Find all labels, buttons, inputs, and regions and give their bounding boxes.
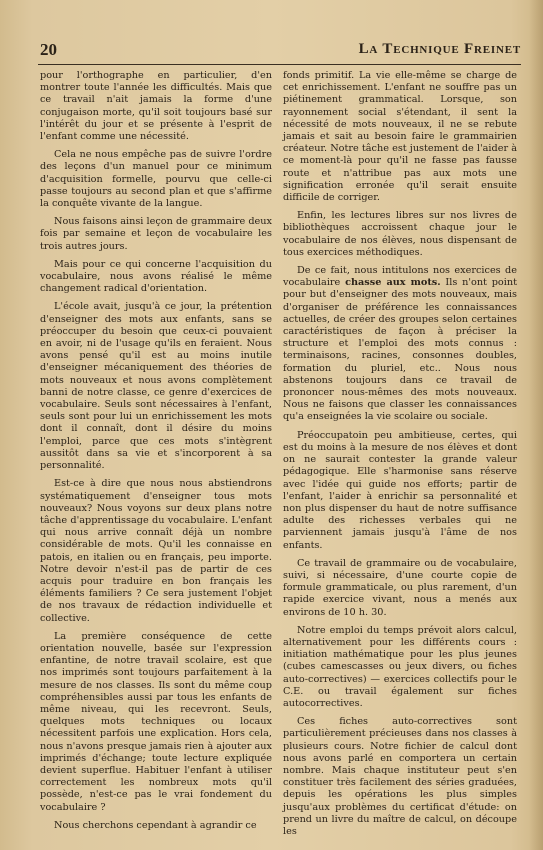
- paragraph: Nous faisons ainsi leçon de grammaire deux fois par semaine et leçon de vocabulaire les trois autres jours.: [40, 216, 272, 252]
- paragraph: Ce travail de grammaire ou de vocabulaire, suivi, si nécessaire, d'une courte copie de formule grammaticale, ou plus rarement, d'un rapide exercice vivant, nous a menés aux environs de 10 h. 30.: [283, 557, 517, 618]
- paragraph: Mais pour ce qui concerne l'acquisition du vocabulaire, nous avons réalisé le même changement radical d'orientation.: [40, 258, 272, 295]
- page-edge-shadow: [529, 0, 543, 850]
- paragraph: La première conséquence de cette orientation nouvelle, basée sur l'expression enfantine, de notre travail scolaire, est que nos imprimés sont toujours parfaitement à la mesure de nos classes. Ils sont du même coup compréhensibles aussi par tous les enfants de même niveau, qui les recevront. Seuls, quelques mots techniques ou locaux nécessitent parfois une explication. Hors cela, nous n'avons presque jamais rien à ajouter aux imprimés d'échange; toute lecture expliquée devient superflue. Habituer l'enfant à utiliser correctement les nombreux mots qu'il possède, n'est-ce pas le vrai fondement du vocabulaire ?: [40, 630, 272, 813]
- running-title: La Technique Freinet: [358, 41, 521, 57]
- paragraph: [283, 265, 517, 424]
- paragraph-text: Ils n'ont point pour but d'enseigner des mots nouveaux, mais d'organiser de préférence les connaissances actuelles, de créer des groupes selon certaines caractéristiques de façon à préciser la structure et l'emploi des mots connus : terminaisons, racines, consonnes doubles, formation du pluriel, etc.. Nous nous abstenons toujours dans ce travail de prononcer nous-mêmes des mots nouveaux. Nous ne faisons que classer les connaissances qu'a enseignées la vie scolaire ou sociale.: [283, 277, 517, 423]
- paragraph: Notre emploi du temps prévoit alors calcul, alternativement pour les différents cours : initiation mathématique pour les plus jeunes (cubes camescasses ou jeux divers, ou fiches auto-correctives) — exercices collectifs pour le C.E. ou travail également sur fiches autocorrectives.: [283, 624, 517, 709]
- emphasized-term: chasse aux mots.: [345, 277, 441, 289]
- paragraph: Préoccupatoin peu ambitieuse, certes, qui est du moins à la mesure de nos élèves et dont on ne saurait contester la grande valeur pédagogique. Elle s'harmonise sans réserve avec l'idée qui guide nos efforts; partir de l'enfant, l'aider à enrichir sa personnalité et non plus dispenser du haut de notre suffisance adulte des richesses verbales qui ne parviennent jamais jusqu'à l'âme de nos enfants.: [283, 429, 517, 551]
- paragraph: fonds primitif. La vie elle-même se charge de cet enrichissement. L'enfant ne souffre pas un piétinement grammatical. Lorsque, son rayonnement social s'étendant, il sent la nécessité de mots nouveaux, il ne se rebute jamais et sait au besoin faire le grammairien créateur. Notre tâche est justement de l'aider à ce moment-là pour qu'il ne fasse pas fausse route et n'attribue pas aux mots une signification erronée qu'il serait ensuite difficile de corriger.: [283, 70, 517, 204]
- page-header: [38, 36, 521, 65]
- page-number: 20: [40, 40, 57, 59]
- paragraph: Ces fiches auto-correctives sont particulièrement précieuses dans nos classes à plusieurs cours. Notre fichier de calcul dont nous avons parlé en comportera un certain nombre. Mais chaque instituteur peut s'en constituer très facilement des séries graduées, depuis les opérations les plus simples jusqu'aux problèmes du certificat d'étude: on prend un livre du maître de calcul, on découpe les: [283, 716, 517, 837]
- paragraph: Enfin, les lectures libres sur nos livres de bibliothèques accroissent chaque jour le vocabulaire de nos élèves, nous dispensant de tous exercices méthodiques.: [283, 210, 517, 258]
- paragraph: pour l'orthographe en particulier, d'en montrer toute l'année les difficultés. Mais que ce travail n'ait jamais la forme d'une conjugaison morte, qu'il soit toujours basé sur l'intérêt du jour et se présente à l'esprit de l'enfant comme une nécessité.: [40, 70, 272, 143]
- right-column: [283, 70, 517, 838]
- paragraph: Nous cherchons cependant à agrandir ce: [54, 819, 257, 831]
- paragraph: Cela ne nous empêche pas de suivre l'ordre des leçons d'un manuel pour ce minimum d'acquisition formelle, pourvu que celle-ci passe toujours au second plan et que s'affirme la conquête vivante de la langue.: [40, 149, 272, 210]
- paragraph-text: De ce fait, nous intitulons nos exercices de vocabulaire: [283, 265, 517, 289]
- paragraph: Est-ce à dire que nous nous abstiendrons systématiquement d'enseigner tous mots nouveaux? Nous voyons sur deux plans notre tâche d'apprentissage du vocabulaire. L'enfant qui nous arrive connaît déjà un nombre considérable de mots. Qu'il les connaisse en patois, en italien ou en français, peu importe. Notre devoir n'est-il pas de partir de ces acquis pour traduire en bon français les éléments familiers ? Ce sera justement l'objet de nos travaux de rédaction individuelle et collective.: [40, 478, 272, 624]
- left-column: [40, 70, 272, 832]
- paragraph: L'école avait, jusqu'à ce jour, la prétention d'enseigner des mots aux enfants, sans se préoccuper du besoin que ceux-ci pouvaient en avoir, ni de l'usage qu'ils en feraient. Nous avons pensé qu'il est au moins inutile d'enseigner mécaniquement des théories de mots nouveaux et nous avons complètement banni de notre classe, ce genre d'exercices de vocabulaire. Seuls sont nécessaires à l'enfant, seuls sont pour lui un enrichissement les mots dont il connaît, dont il désire du moins l'emploi, parce que ces mots s'intègrent aussitôt dans sa vie et s'incorporent à sa personnalité.: [40, 301, 272, 472]
